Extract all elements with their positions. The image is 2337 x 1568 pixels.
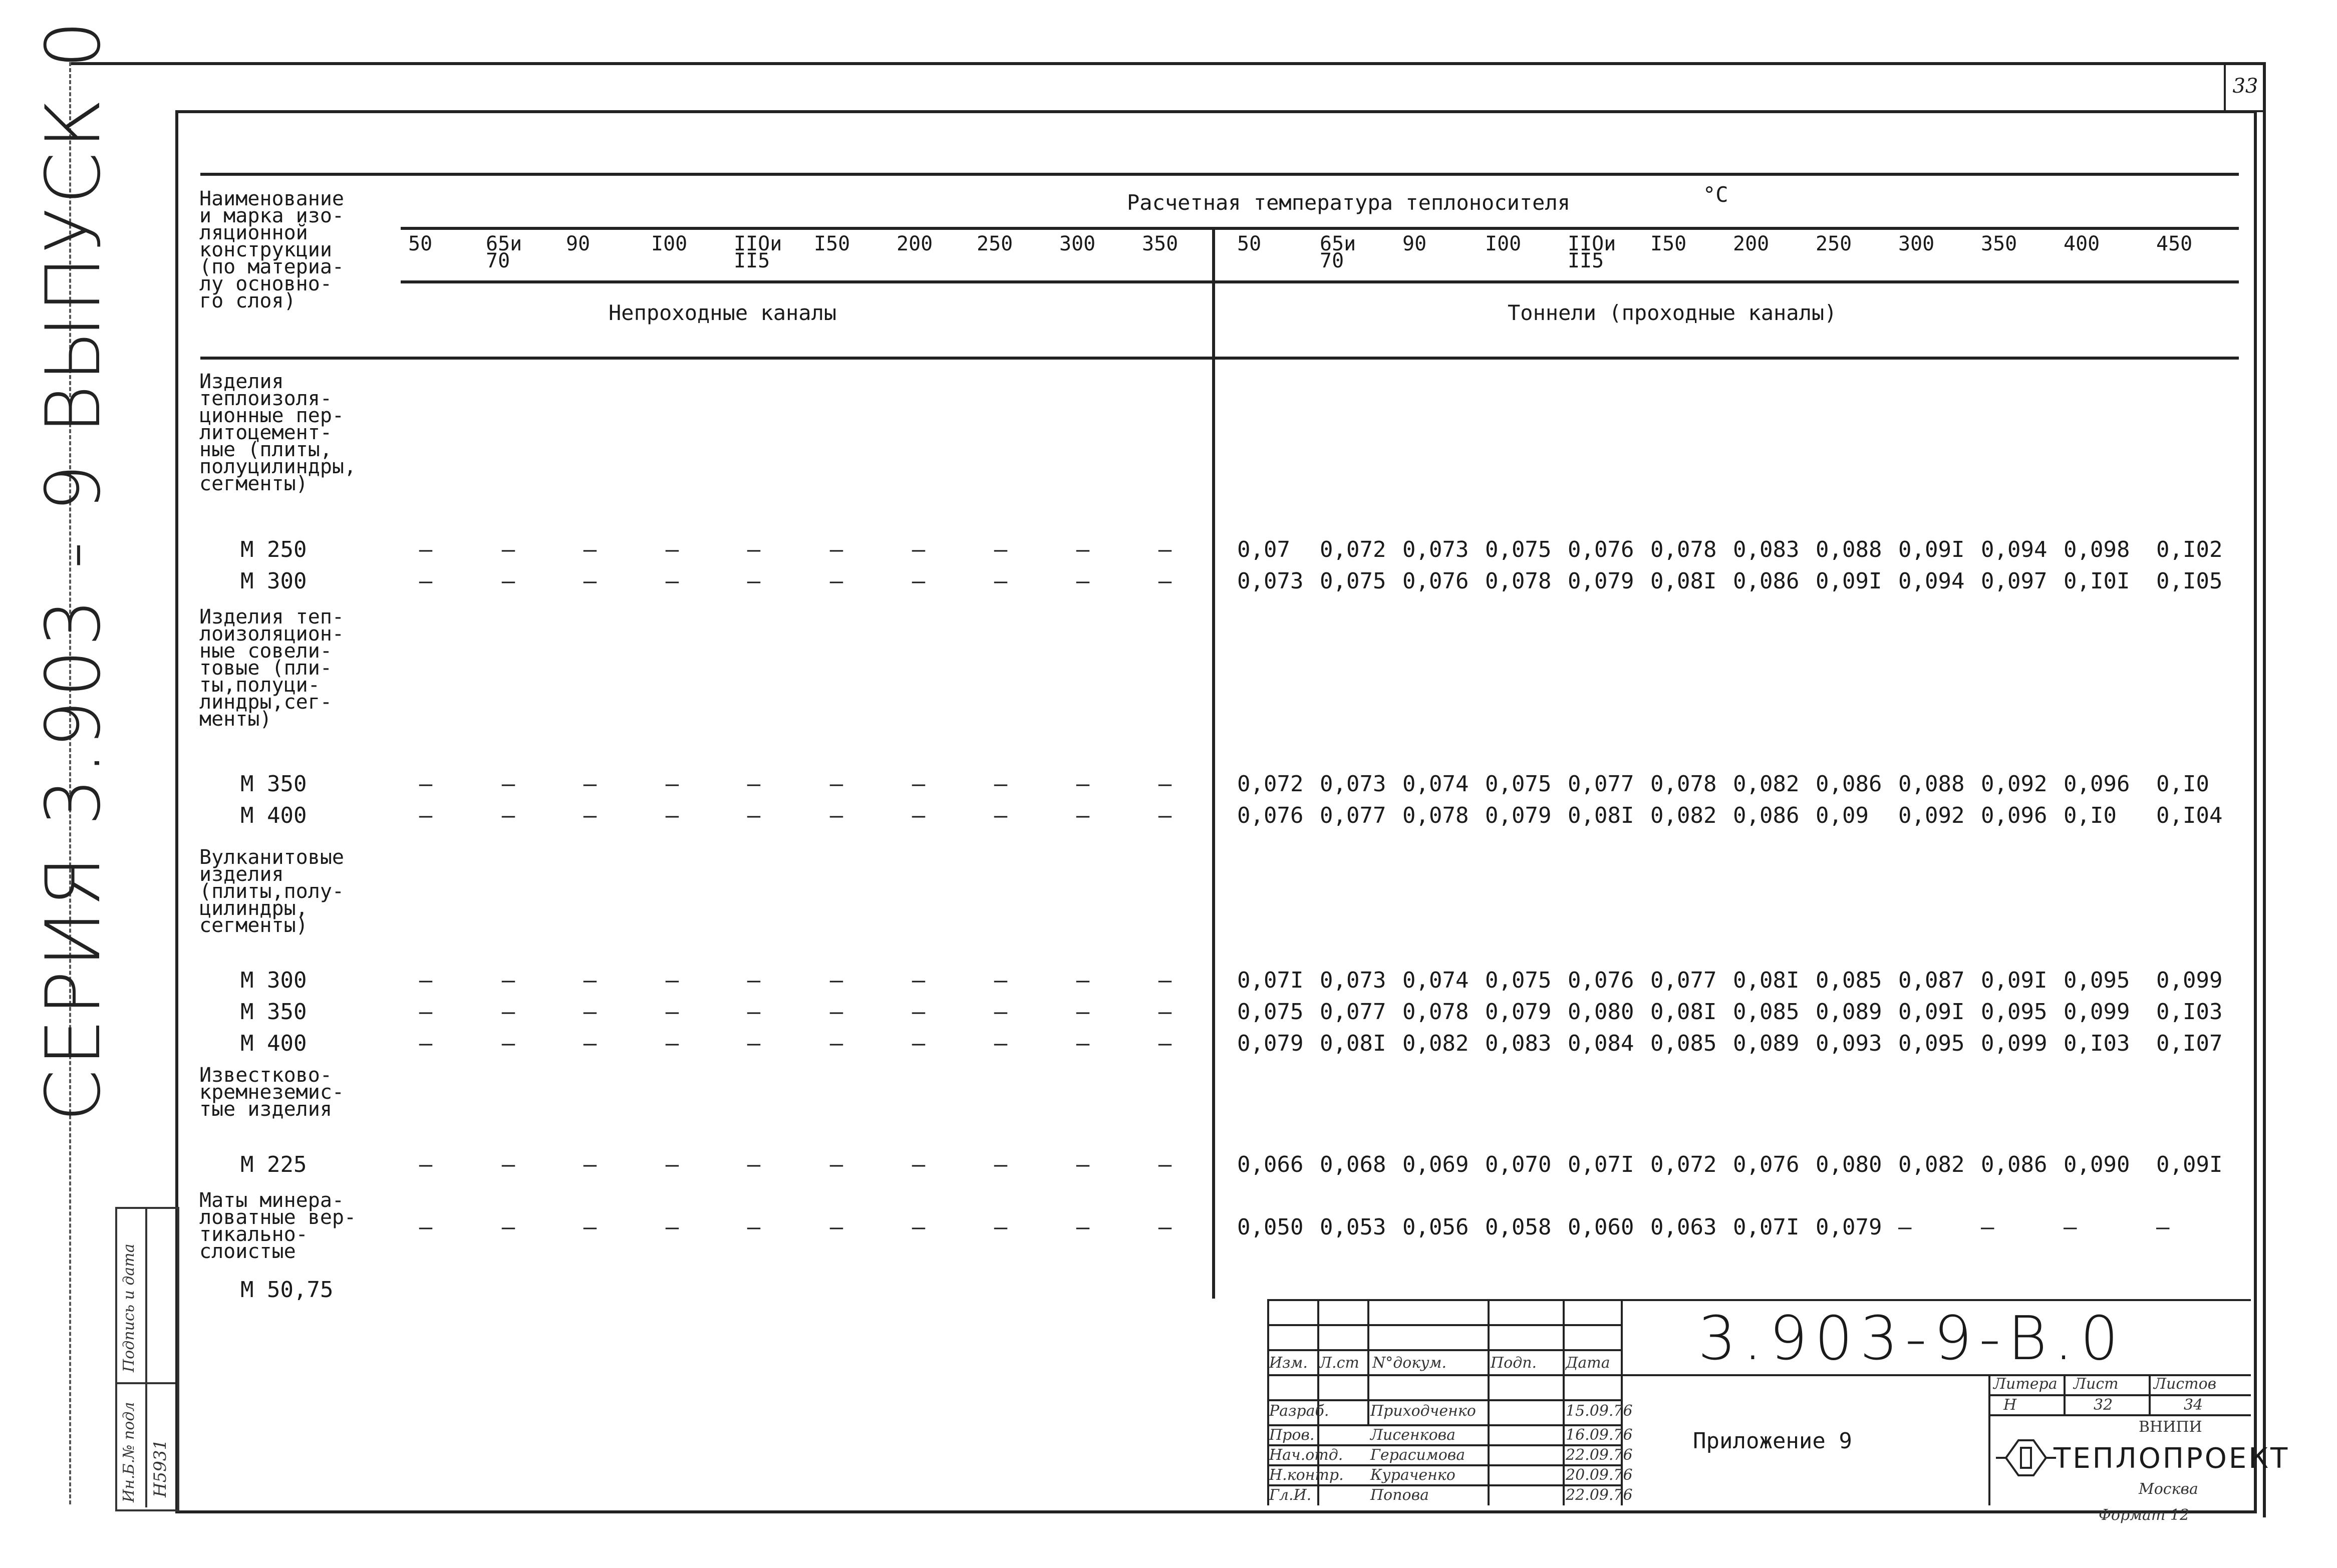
value-cell: 0,088 [1898,771,1965,797]
value-cell: 0,073 [1320,771,1386,797]
empty-cell-dash: – [912,568,926,594]
tb-stage-label: Литера [1993,1375,2058,1393]
value-cell: 0,099 [2064,999,2130,1025]
empty-cell-dash: – [501,568,515,594]
row-mark: М 400 [240,803,307,828]
value-cell: 0,082 [1733,771,1800,797]
col-head-right-8: 300 [1898,232,1935,255]
value-cell: 0,058 [1485,1214,1552,1240]
row-mark: М 400 [240,1031,307,1056]
value-cell: 0,073 [1320,968,1386,993]
empty-cell-dash: – [912,771,926,797]
tb-col3 [1488,1299,1490,1505]
value-cell: 0,070 [1485,1152,1552,1177]
empty-cell-dash: – [583,1152,597,1177]
value-cell: 0,069 [1402,1152,1469,1177]
empty-cell-dash: – [419,771,433,797]
row-mark: М 50,75 [240,1277,334,1303]
tb-row2 [1267,1349,1621,1351]
tb-h-izm: Изм. [1269,1354,1308,1372]
empty-cell-dash: – [665,1214,679,1240]
empty-cell-dash: – [1158,968,1172,993]
signatory-role: Нач.отд. [1269,1446,1343,1464]
empty-cell-dash: – [583,968,597,993]
temp-header: Расчетная температура теплоносителя [1127,190,1571,215]
value-cell: 0,094 [1981,537,2048,562]
col-head-right-10: 400 [2064,232,2100,255]
value-cell: 0,083 [1485,1031,1552,1056]
tb-col4 [1563,1299,1565,1505]
row-mark: М 350 [240,999,307,1025]
value-cell: 0,078 [1650,537,1717,562]
empty-cell-dash: – [419,1214,433,1240]
empty-cell-dash: – [1158,568,1172,594]
inv-value: Н5931 [150,1439,170,1497]
signatory-name: Кураченко [1370,1466,1455,1484]
header-bottom-rule [200,357,2239,360]
empty-cell-dash: – [583,803,597,828]
value-cell: 0,07I [1237,968,1304,993]
name-column-header: Наименование и марка изо- ляционной конструкции (по материа- лу основно- го слоя) [199,187,344,312]
value-cell: 0,086 [1981,1152,2048,1177]
side-stamp-divider [145,1207,147,1507]
empty-cell-dash: – [747,771,761,797]
empty-cell-dash: – [912,1214,926,1240]
value-cell: 0,08I [1650,568,1717,594]
empty-cell-dash: – [994,968,1008,993]
tb-right-row1 [1988,1394,2251,1396]
value-cell: 0,060 [1568,1214,1634,1240]
empty-cell-dash: – [501,1152,515,1177]
side-stamp-hdivider [115,1382,175,1384]
signatory-date: 22.09.76 [1566,1486,1633,1504]
empty-cell-dash: – [665,1152,679,1177]
empty-cell-dash: – [1076,568,1090,594]
empty-cell-dash: – [419,803,433,828]
empty-cell-dash: – [994,1214,1008,1240]
value-cell: 0,I0 [2156,771,2209,797]
doc-title: Приложение 9 [1693,1428,1852,1454]
value-cell: 0,080 [1568,999,1634,1025]
empty-cell-dash: – [747,803,761,828]
empty-cell-dash: – [419,999,433,1025]
signatory-name: Герасимова [1370,1446,1466,1464]
value-cell: 0,079 [1485,803,1552,828]
tb-sheets: 34 [2184,1396,2203,1414]
signatory-role: Н.контр. [1269,1466,1344,1484]
empty-cell-dash: – [501,1031,515,1056]
empty-cell-dash: – [994,803,1008,828]
empty-cell-dash: – [1158,1152,1172,1177]
empty-cell-dash: – [747,999,761,1025]
section-divider [1212,227,1215,1299]
value-cell: 0,078 [1402,803,1469,828]
value-cell: 0,083 [1733,537,1800,562]
col-head-left-2: 90 [566,232,591,255]
doc-number: 3.903-9-В.0 [1698,1304,2126,1374]
value-cell: 0,079 [1485,999,1552,1025]
empty-cell-dash: – [419,968,433,993]
cols-rule [401,280,2239,283]
value-cell: 0,092 [1898,803,1965,828]
value-cell: 0,I03 [2064,1031,2130,1056]
signatory-role: Пров. [1269,1426,1315,1444]
empty-cell-dash: – [1076,1152,1090,1177]
empty-cell-dash: – [747,537,761,562]
empty-cell-dash: – [1076,771,1090,797]
empty-cell-dash: – [829,1152,843,1177]
col-head-right-6: 200 [1733,232,1770,255]
value-cell: 0,098 [2064,537,2130,562]
empty-cell-dash: – [501,968,515,993]
empty-cell-dash: – [994,1031,1008,1056]
value-cell: 0,078 [1650,771,1717,797]
value-cell: 0,07I [1568,1152,1634,1177]
empty-cell-dash: – [829,568,843,594]
empty-cell-dash: – [1076,803,1090,828]
sign-label: Подпись и дата [120,1243,138,1372]
row-mark: М 225 [240,1152,307,1177]
value-cell: 0,082 [1402,1031,1469,1056]
col-head-right-1: 65и 70 [1320,232,1356,272]
tb-right-row2 [1988,1414,2251,1416]
title-block [1267,1299,2290,1505]
format-label: Формат 12 [2099,1506,2190,1524]
value-cell: 0,073 [1402,537,1469,562]
value-cell: – [2156,1214,2170,1240]
col-head-left-0: 50 [408,232,433,255]
group-name: Маты минера- ловатные вер- тикально- слоистые [199,1189,357,1263]
value-cell: 0,080 [1816,1152,1882,1177]
group-name: Изделия теп- лоизоляцион- ные совели- товые (пли- ты,полуци- линдры,сег- менты) [199,605,344,731]
value-cell: 0,I0I [2064,568,2130,594]
value-cell: 0,I0 [2064,803,2117,828]
empty-cell-dash: – [1158,803,1172,828]
empty-cell-dash: – [829,968,843,993]
empty-cell-dash: – [1076,999,1090,1025]
value-cell: 0,082 [1650,803,1717,828]
empty-cell-dash: – [583,1031,597,1056]
value-cell: 0,076 [1568,968,1634,993]
table-top-rule [200,173,2239,176]
value-cell: 0,072 [1320,537,1386,562]
empty-cell-dash: – [665,999,679,1025]
value-cell: 0,075 [1485,537,1552,562]
empty-cell-dash: – [501,1214,515,1240]
empty-cell-dash: – [912,1031,926,1056]
signatory-date: 22.09.76 [1566,1446,1633,1464]
row-mark: М 250 [240,537,307,562]
tb-h-date: Дата [1566,1354,1610,1372]
empty-cell-dash: – [419,537,433,562]
empty-cell-dash: – [829,803,843,828]
empty-cell-dash: – [1076,1214,1090,1240]
empty-cell-dash: – [994,1152,1008,1177]
value-cell: 0,I03 [2156,999,2223,1025]
value-cell: 0,095 [1898,1031,1965,1056]
empty-cell-dash: – [912,537,926,562]
value-cell: 0,072 [1237,771,1304,797]
col-head-right-3: I00 [1485,232,1522,255]
empty-cell-dash: – [829,1214,843,1240]
value-cell: 0,09I [1898,999,1965,1025]
value-cell: 0,053 [1320,1214,1386,1240]
signatory-name: Попова [1370,1486,1429,1504]
empty-cell-dash: – [1076,537,1090,562]
value-cell: 0,076 [1568,537,1634,562]
col-head-left-7: 250 [977,232,1013,255]
tb-sheet: 32 [2094,1396,2113,1414]
empty-cell-dash: – [994,537,1008,562]
tb-h-list: Л.ст [1319,1354,1359,1372]
col-head-left-1: 65и 70 [486,232,522,272]
signatory-date: 15.09.76 [1566,1402,1633,1420]
col-head-right-7: 250 [1816,232,1852,255]
value-cell: 0,09I [1981,968,2048,993]
signatory-name: Лисенкова [1370,1426,1455,1444]
empty-cell-dash: – [912,1152,926,1177]
value-cell: 0,08I [1733,968,1800,993]
tb-col2 [1367,1299,1369,1424]
empty-cell-dash: – [665,1031,679,1056]
value-cell: 0,050 [1237,1214,1304,1240]
value-cell: 0,07I [1733,1214,1800,1240]
value-cell: 0,076 [1733,1152,1800,1177]
value-cell: 0,079 [1816,1214,1882,1240]
value-cell: 0,097 [1981,568,2048,594]
empty-cell-dash: – [747,1214,761,1240]
tb-row4 [1267,1399,1621,1401]
value-cell: 0,095 [2064,968,2130,993]
value-cell: 0,078 [1402,999,1469,1025]
value-cell: 0,084 [1568,1031,1634,1056]
empty-cell-dash: – [912,999,926,1025]
empty-cell-dash: – [912,968,926,993]
empty-cell-dash: – [419,568,433,594]
value-cell: 0,077 [1320,803,1386,828]
value-cell: 0,079 [1237,1031,1304,1056]
value-cell: 0,068 [1320,1152,1386,1177]
empty-cell-dash: – [501,803,515,828]
col-head-right-4: IIOи II5 [1568,232,1616,272]
value-cell: 0,085 [1733,999,1800,1025]
value-cell: 0,076 [1237,803,1304,828]
value-cell: 0,077 [1568,771,1634,797]
tb-top [1267,1299,2251,1301]
empty-cell-dash: – [912,803,926,828]
empty-cell-dash: – [994,568,1008,594]
value-cell: 0,088 [1816,537,1882,562]
temp-header-rule [401,227,2239,230]
value-cell: 0,086 [1733,803,1800,828]
empty-cell-dash: – [1158,537,1172,562]
empty-cell-dash: – [829,771,843,797]
value-cell: 0,079 [1568,568,1634,594]
value-cell: 0,08I [1568,803,1634,828]
row-mark: М 300 [240,968,307,993]
value-cell: 0,099 [1981,1031,2048,1056]
tb-h-doc: N°докум. [1372,1354,1447,1372]
value-cell: 0,I07 [2156,1031,2223,1056]
tb-right-col3 [2149,1374,2151,1414]
group-name: Известково- кремнеземис- тые изделия [199,1064,344,1121]
col-head-right-2: 90 [1402,232,1427,255]
value-cell: 0,I02 [2156,537,2223,562]
tb-right-col1 [1988,1374,1990,1505]
col-head-right-0: 50 [1237,232,1262,255]
value-cell: 0,I04 [2156,803,2223,828]
value-cell: 0,078 [1485,568,1552,594]
row-mark: М 350 [240,771,307,797]
value-cell: 0,085 [1650,1031,1717,1056]
value-cell: 0,07 [1237,537,1290,562]
tb-right-col2 [2064,1374,2066,1414]
value-cell: 0,063 [1650,1214,1717,1240]
empty-cell-dash: – [747,1031,761,1056]
signatory-role: Разраб. [1269,1402,1329,1420]
empty-cell-dash: – [583,537,597,562]
value-cell: 0,092 [1981,771,2048,797]
value-cell: 0,089 [1816,999,1882,1025]
empty-cell-dash: – [1076,1031,1090,1056]
empty-cell-dash: – [1158,1214,1172,1240]
empty-cell-dash: – [1158,999,1172,1025]
value-cell: 0,090 [2064,1152,2130,1177]
empty-cell-dash: – [665,537,679,562]
empty-cell-dash: – [583,568,597,594]
tb-stage: Н [2003,1396,2017,1414]
value-cell: 0,077 [1320,999,1386,1025]
value-cell: 0,09I [1816,568,1882,594]
col-head-right-11: 450 [2156,232,2193,255]
empty-cell-dash: – [1076,968,1090,993]
tb-h-sign: Подп. [1491,1354,1537,1372]
value-cell: 0,087 [1898,968,1965,993]
empty-cell-dash: – [665,771,679,797]
signatory-date: 20.09.76 [1566,1466,1633,1484]
page-number: 33 [2224,62,2265,112]
value-cell: 0,089 [1733,1031,1800,1056]
value-cell: – [1981,1214,1994,1240]
temp-unit: °C [1703,182,1728,207]
empty-cell-dash: – [665,568,679,594]
value-cell: 0,095 [1981,999,2048,1025]
value-cell: 0,09 [1816,803,1869,828]
value-cell: 0,08I [1650,999,1717,1025]
empty-cell-dash: – [747,968,761,993]
col-head-left-5: I50 [814,232,850,255]
empty-cell-dash: – [1158,771,1172,797]
col-head-left-9: 350 [1142,232,1179,255]
value-cell: 0,074 [1402,771,1469,797]
group-name: Изделия теплоизоля- ционные пер- литоцемент- ные (плиты, полуцилиндры, сегменты) [199,370,357,495]
signatory-role: Гл.И. [1269,1486,1312,1504]
col-head-right-5: I50 [1650,232,1687,255]
tb-row1 [1267,1324,1621,1326]
empty-cell-dash: – [665,803,679,828]
empty-cell-dash: – [747,1152,761,1177]
col-head-right-9: 350 [1981,232,2017,255]
empty-cell-dash: – [829,1031,843,1056]
empty-cell-dash: – [501,999,515,1025]
value-cell: 0,075 [1485,771,1552,797]
empty-cell-dash: – [501,537,515,562]
value-cell: 0,099 [2156,968,2223,993]
empty-cell-dash: – [747,568,761,594]
col-head-left-4: IIOи II5 [734,232,782,272]
empty-cell-dash: – [583,999,597,1025]
empty-cell-dash: – [665,968,679,993]
value-cell: 0,082 [1898,1152,1965,1177]
empty-cell-dash: – [994,999,1008,1025]
value-cell: 0,066 [1237,1152,1304,1177]
group-name: Вулканитовые изделия (плиты,полу- цилиндры, сегменты) [199,846,344,937]
value-cell: 0,086 [1816,771,1882,797]
empty-cell-dash: – [501,771,515,797]
value-cell: 0,056 [1402,1214,1469,1240]
group-right-label: Тоннели (проходные каналы) [1508,300,1837,325]
value-cell: 0,08I [1320,1031,1386,1056]
empty-cell-dash: – [829,999,843,1025]
value-cell: 0,072 [1650,1152,1717,1177]
empty-cell-dash: – [419,1031,433,1056]
empty-cell-dash: – [994,771,1008,797]
tb-sheet-label: Лист [2074,1375,2119,1393]
series-label: СЕРИЯ 3.903 - 9 ВЫПУСК 0 [30,18,117,1122]
value-cell: 0,086 [1733,568,1800,594]
value-cell: 0,074 [1402,968,1469,993]
value-cell: 0,I05 [2156,568,2223,594]
value-cell: 0,094 [1898,568,1965,594]
value-cell: – [2064,1214,2077,1240]
value-cell: 0,096 [2064,771,2130,797]
empty-cell-dash: – [419,1152,433,1177]
group-left-label: Непроходные каналы [609,300,837,325]
value-cell: 0,075 [1237,999,1304,1025]
signatory-name: Приходченко [1370,1402,1476,1420]
col-head-left-6: 200 [897,232,933,255]
inv-label: Ин.Б.№ подл [120,1402,138,1502]
empty-cell-dash: – [1158,1031,1172,1056]
signatory-date: 16.09.76 [1566,1426,1633,1444]
org-top: ВНИПИ [2139,1418,2202,1436]
value-cell: 0,075 [1485,968,1552,993]
value-cell: 0,075 [1320,568,1386,594]
empty-cell-dash: – [829,537,843,562]
org-name: ТЕПЛОПРОЕКТ [2054,1442,2290,1475]
value-cell: 0,077 [1650,968,1717,993]
tb-sheets-label: Листов [2154,1375,2217,1393]
row-mark: М 300 [240,568,307,594]
empty-cell-dash: – [583,1214,597,1240]
value-cell: 0,085 [1816,968,1882,993]
value-cell: 0,093 [1816,1031,1882,1056]
value-cell: 0,09I [1898,537,1965,562]
value-cell: – [1898,1214,1912,1240]
value-cell: 0,076 [1402,568,1469,594]
org-city: Москва [2139,1480,2198,1498]
col-head-left-8: 300 [1059,232,1096,255]
org-logo-icon [1996,1430,2056,1485]
col-head-left-3: I00 [651,232,688,255]
value-cell: 0,09I [2156,1152,2223,1177]
value-cell: 0,096 [1981,803,2048,828]
empty-cell-dash: – [583,771,597,797]
value-cell: 0,073 [1237,568,1304,594]
